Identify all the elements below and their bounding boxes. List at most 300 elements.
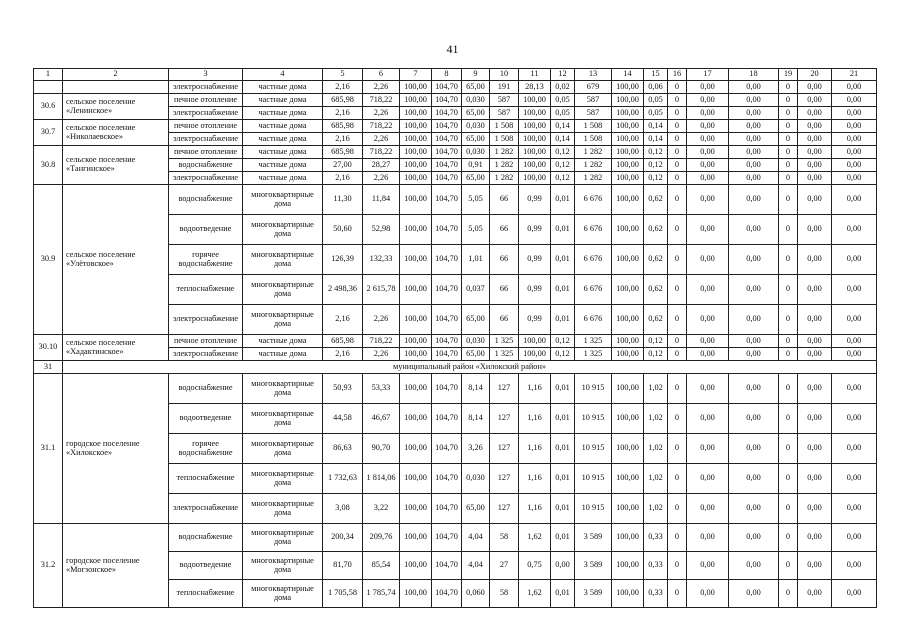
value-cell: 0,00 bbox=[798, 159, 832, 172]
housing-type: многоквартирные дома bbox=[243, 580, 323, 608]
value-cell: 126,39 bbox=[323, 245, 363, 275]
value-cell: 0,030 bbox=[462, 335, 490, 348]
value-cell: 3 589 bbox=[575, 552, 612, 580]
value-cell: 0,00 bbox=[729, 107, 779, 120]
value-cell: 0,00 bbox=[687, 107, 729, 120]
value-cell: 100,00 bbox=[612, 374, 644, 404]
value-cell: 1,62 bbox=[519, 580, 551, 608]
value-cell: 0,00 bbox=[798, 215, 832, 245]
value-cell: 100,00 bbox=[400, 172, 432, 185]
value-cell: 100,00 bbox=[612, 524, 644, 552]
value-cell: 100,00 bbox=[612, 120, 644, 133]
value-cell: 0,00 bbox=[832, 107, 877, 120]
value-cell: 1 325 bbox=[575, 335, 612, 348]
service-type: водоснабжение bbox=[169, 374, 243, 404]
value-cell: 0,00 bbox=[687, 146, 729, 159]
value-cell: 1 325 bbox=[490, 335, 519, 348]
value-cell: 2,26 bbox=[363, 172, 400, 185]
value-cell: 3,26 bbox=[462, 434, 490, 464]
value-cell: 2,26 bbox=[363, 305, 400, 335]
value-cell: 65,00 bbox=[462, 172, 490, 185]
value-cell: 1,16 bbox=[519, 374, 551, 404]
value-cell: 85,54 bbox=[363, 552, 400, 580]
value-cell: 0,01 bbox=[551, 374, 575, 404]
value-cell: 0,62 bbox=[644, 185, 668, 215]
value-cell: 100,00 bbox=[400, 464, 432, 494]
value-cell: 1 282 bbox=[490, 172, 519, 185]
value-cell: 100,00 bbox=[612, 335, 644, 348]
value-cell: 0 bbox=[779, 552, 798, 580]
housing-type: многоквартирные дома bbox=[243, 305, 323, 335]
service-type: печное отопление bbox=[169, 335, 243, 348]
value-cell: 0,00 bbox=[729, 348, 779, 361]
service-type: электроснабжение bbox=[169, 494, 243, 524]
housing-type: многоквартирные дома bbox=[243, 245, 323, 275]
value-cell: 104,70 bbox=[432, 374, 462, 404]
value-cell: 1 508 bbox=[575, 133, 612, 146]
column-number: 19 bbox=[779, 69, 798, 81]
value-cell: 0,00 bbox=[687, 404, 729, 434]
value-cell: 100,00 bbox=[519, 120, 551, 133]
value-cell: 4,04 bbox=[462, 524, 490, 552]
row-index: 30.8 bbox=[34, 146, 63, 185]
value-cell: 0,00 bbox=[729, 275, 779, 305]
value-cell: 0,00 bbox=[798, 107, 832, 120]
value-cell: 100,00 bbox=[400, 133, 432, 146]
value-cell: 0,00 bbox=[832, 172, 877, 185]
value-cell: 1 282 bbox=[575, 146, 612, 159]
value-cell: 718,22 bbox=[363, 146, 400, 159]
value-cell: 200,34 bbox=[323, 524, 363, 552]
value-cell: 100,00 bbox=[519, 94, 551, 107]
value-cell: 6 676 bbox=[575, 275, 612, 305]
value-cell: 0,99 bbox=[519, 305, 551, 335]
settlement-name: сельское поселение «Хадактинское» bbox=[63, 335, 169, 361]
value-cell: 1 282 bbox=[490, 159, 519, 172]
value-cell: 0,99 bbox=[519, 215, 551, 245]
value-cell: 0,00 bbox=[729, 133, 779, 146]
value-cell: 0 bbox=[779, 245, 798, 275]
value-cell: 0,01 bbox=[551, 215, 575, 245]
value-cell: 0,00 bbox=[798, 275, 832, 305]
housing-type: многоквартирные дома bbox=[243, 434, 323, 464]
value-cell: 0,00 bbox=[832, 133, 877, 146]
value-cell: 104,70 bbox=[432, 580, 462, 608]
value-cell: 0 bbox=[779, 159, 798, 172]
value-cell: 0 bbox=[779, 464, 798, 494]
value-cell: 127 bbox=[490, 404, 519, 434]
value-cell: 104,70 bbox=[432, 275, 462, 305]
housing-type: многоквартирные дома bbox=[243, 494, 323, 524]
value-cell: 66 bbox=[490, 215, 519, 245]
value-cell: 100,00 bbox=[612, 94, 644, 107]
service-type: электроснабжение bbox=[169, 305, 243, 335]
value-cell: 0,00 bbox=[798, 494, 832, 524]
column-number: 13 bbox=[575, 69, 612, 81]
value-cell: 100,00 bbox=[612, 404, 644, 434]
service-type: водоотведение bbox=[169, 552, 243, 580]
value-cell: 0 bbox=[668, 552, 687, 580]
value-cell: 0,00 bbox=[687, 494, 729, 524]
value-cell: 0,00 bbox=[832, 215, 877, 245]
housing-type: многоквартирные дома bbox=[243, 374, 323, 404]
value-cell: 0,00 bbox=[687, 275, 729, 305]
value-cell: 0 bbox=[779, 133, 798, 146]
value-cell: 0,00 bbox=[687, 215, 729, 245]
value-cell: 1,16 bbox=[519, 464, 551, 494]
value-cell: 100,00 bbox=[400, 348, 432, 361]
value-cell: 2,26 bbox=[363, 81, 400, 94]
value-cell: 0,00 bbox=[729, 434, 779, 464]
service-type: электроснабжение bbox=[169, 348, 243, 361]
value-cell: 100,00 bbox=[519, 335, 551, 348]
value-cell: 104,70 bbox=[432, 434, 462, 464]
value-cell: 191 bbox=[490, 81, 519, 94]
value-cell: 0 bbox=[779, 94, 798, 107]
value-cell: 1,02 bbox=[644, 374, 668, 404]
value-cell: 100,00 bbox=[400, 305, 432, 335]
value-cell: 0,00 bbox=[798, 464, 832, 494]
service-type: водоснабжение bbox=[169, 159, 243, 172]
value-cell: 685,98 bbox=[323, 146, 363, 159]
value-cell: 100,00 bbox=[519, 159, 551, 172]
value-cell: 104,70 bbox=[432, 494, 462, 524]
service-type: электроснабжение bbox=[169, 172, 243, 185]
value-cell: 1 508 bbox=[575, 120, 612, 133]
value-cell: 104,70 bbox=[432, 215, 462, 245]
settlement-name: сельское поселение «Николаевское» bbox=[63, 120, 169, 146]
value-cell: 0,00 bbox=[798, 120, 832, 133]
value-cell: 0,01 bbox=[551, 464, 575, 494]
value-cell: 0,00 bbox=[832, 464, 877, 494]
value-cell: 0,00 bbox=[798, 434, 832, 464]
value-cell: 0,00 bbox=[729, 245, 779, 275]
value-cell: 100,00 bbox=[519, 107, 551, 120]
value-cell: 100,00 bbox=[612, 81, 644, 94]
value-cell: 0,62 bbox=[644, 215, 668, 245]
value-cell: 100,00 bbox=[612, 133, 644, 146]
value-cell: 11,30 bbox=[323, 185, 363, 215]
value-cell: 0,00 bbox=[729, 335, 779, 348]
value-cell: 3 589 bbox=[575, 524, 612, 552]
value-cell: 100,00 bbox=[400, 275, 432, 305]
column-number-row bbox=[34, 69, 877, 81]
value-cell: 52,98 bbox=[363, 215, 400, 245]
value-cell: 0 bbox=[668, 172, 687, 185]
value-cell: 0,00 bbox=[832, 348, 877, 361]
table-row bbox=[34, 146, 877, 159]
value-cell: 100,00 bbox=[612, 434, 644, 464]
value-cell: 0,00 bbox=[798, 172, 832, 185]
value-cell: 0,00 bbox=[687, 94, 729, 107]
housing-type: многоквартирные дома bbox=[243, 404, 323, 434]
value-cell: 0,00 bbox=[729, 404, 779, 434]
value-cell: 65,00 bbox=[462, 133, 490, 146]
value-cell: 0,00 bbox=[798, 133, 832, 146]
value-cell: 718,22 bbox=[363, 120, 400, 133]
housing-type: частные дома bbox=[243, 146, 323, 159]
value-cell: 0,00 bbox=[729, 524, 779, 552]
value-cell: 0,00 bbox=[729, 146, 779, 159]
value-cell: 679 bbox=[575, 81, 612, 94]
service-type: горячее водоснабжение bbox=[169, 434, 243, 464]
value-cell: 0,01 bbox=[551, 404, 575, 434]
value-cell: 0,00 bbox=[729, 374, 779, 404]
value-cell: 1,02 bbox=[644, 404, 668, 434]
table-row bbox=[34, 524, 877, 552]
value-cell: 0,00 bbox=[832, 159, 877, 172]
value-cell: 100,00 bbox=[519, 133, 551, 146]
value-cell: 1 814,06 bbox=[363, 464, 400, 494]
value-cell: 58 bbox=[490, 580, 519, 608]
value-cell: 0,33 bbox=[644, 552, 668, 580]
value-cell: 0,00 bbox=[687, 120, 729, 133]
value-cell: 0 bbox=[779, 305, 798, 335]
value-cell: 6 676 bbox=[575, 185, 612, 215]
value-cell: 104,70 bbox=[432, 107, 462, 120]
value-cell: 0 bbox=[668, 245, 687, 275]
value-cell: 0,05 bbox=[551, 107, 575, 120]
value-cell: 104,70 bbox=[432, 404, 462, 434]
value-cell: 0,00 bbox=[687, 172, 729, 185]
value-cell: 0,62 bbox=[644, 245, 668, 275]
value-cell: 0,00 bbox=[832, 185, 877, 215]
value-cell: 0,12 bbox=[644, 335, 668, 348]
value-cell: 104,70 bbox=[432, 94, 462, 107]
housing-type: многоквартирные дома bbox=[243, 185, 323, 215]
value-cell: 0,00 bbox=[798, 348, 832, 361]
housing-type: многоквартирные дома bbox=[243, 275, 323, 305]
value-cell: 685,98 bbox=[323, 120, 363, 133]
housing-type: многоквартирные дома bbox=[243, 524, 323, 552]
row-index: 30.6 bbox=[34, 94, 63, 120]
value-cell: 65,00 bbox=[462, 81, 490, 94]
value-cell: 0,01 bbox=[551, 305, 575, 335]
value-cell: 100,00 bbox=[400, 215, 432, 245]
value-cell: 104,70 bbox=[432, 146, 462, 159]
value-cell: 2,26 bbox=[363, 348, 400, 361]
housing-type: многоквартирные дома bbox=[243, 552, 323, 580]
value-cell: 0,00 bbox=[729, 81, 779, 94]
value-cell: 2,16 bbox=[323, 305, 363, 335]
value-cell: 0,02 bbox=[551, 81, 575, 94]
value-cell: 0,00 bbox=[832, 120, 877, 133]
value-cell: 685,98 bbox=[323, 94, 363, 107]
value-cell: 0,14 bbox=[644, 133, 668, 146]
service-type: теплоснабжение bbox=[169, 464, 243, 494]
district-index: 31 bbox=[34, 361, 63, 374]
value-cell: 104,70 bbox=[432, 245, 462, 275]
value-cell: 1,02 bbox=[644, 494, 668, 524]
district-name: муниципальный район «Хилокский район» bbox=[63, 361, 877, 374]
value-cell: 0,00 bbox=[687, 434, 729, 464]
value-cell: 2,16 bbox=[323, 133, 363, 146]
value-cell: 0,12 bbox=[551, 335, 575, 348]
service-type: электроснабжение bbox=[169, 107, 243, 120]
table-row bbox=[34, 374, 877, 404]
value-cell: 100,00 bbox=[612, 107, 644, 120]
value-cell: 0 bbox=[668, 215, 687, 245]
value-cell: 0 bbox=[668, 275, 687, 305]
service-type: печное отопление bbox=[169, 94, 243, 107]
value-cell: 100,00 bbox=[400, 185, 432, 215]
row-index bbox=[34, 81, 63, 94]
housing-type: частные дома bbox=[243, 94, 323, 107]
value-cell: 0 bbox=[668, 185, 687, 215]
value-cell: 0 bbox=[668, 107, 687, 120]
value-cell: 0,00 bbox=[832, 305, 877, 335]
value-cell: 100,00 bbox=[612, 275, 644, 305]
service-type: водоснабжение bbox=[169, 185, 243, 215]
value-cell: 0 bbox=[668, 335, 687, 348]
value-cell: 65,00 bbox=[462, 348, 490, 361]
value-cell: 1 282 bbox=[575, 172, 612, 185]
value-cell: 100,00 bbox=[612, 185, 644, 215]
value-cell: 0 bbox=[779, 120, 798, 133]
value-cell: 100,00 bbox=[400, 552, 432, 580]
value-cell: 0,00 bbox=[798, 404, 832, 434]
value-cell: 0,00 bbox=[798, 185, 832, 215]
value-cell: 0,05 bbox=[644, 107, 668, 120]
housing-type: частные дома bbox=[243, 348, 323, 361]
value-cell: 127 bbox=[490, 374, 519, 404]
value-cell: 2,26 bbox=[363, 107, 400, 120]
value-cell: 0,00 bbox=[798, 552, 832, 580]
value-cell: 66 bbox=[490, 185, 519, 215]
value-cell: 127 bbox=[490, 494, 519, 524]
value-cell: 0,00 bbox=[687, 552, 729, 580]
value-cell: 1 508 bbox=[490, 133, 519, 146]
value-cell: 2 615,78 bbox=[363, 275, 400, 305]
value-cell: 100,00 bbox=[612, 348, 644, 361]
value-cell: 100,00 bbox=[612, 464, 644, 494]
row-index: 30.9 bbox=[34, 185, 63, 335]
value-cell: 0 bbox=[779, 185, 798, 215]
value-cell: 0,01 bbox=[551, 275, 575, 305]
value-cell: 0,00 bbox=[832, 552, 877, 580]
value-cell: 1,16 bbox=[519, 404, 551, 434]
table-row bbox=[34, 335, 877, 348]
value-cell: 0,00 bbox=[687, 159, 729, 172]
value-cell: 587 bbox=[575, 94, 612, 107]
value-cell: 0,030 bbox=[462, 94, 490, 107]
value-cell: 685,98 bbox=[323, 335, 363, 348]
value-cell: 104,70 bbox=[432, 159, 462, 172]
value-cell: 81,70 bbox=[323, 552, 363, 580]
column-number: 15 bbox=[644, 69, 668, 81]
service-type: электроснабжение bbox=[169, 81, 243, 94]
housing-type: частные дома bbox=[243, 335, 323, 348]
value-cell: 0,62 bbox=[644, 305, 668, 335]
housing-type: частные дома bbox=[243, 172, 323, 185]
column-number: 2 bbox=[63, 69, 169, 81]
value-cell: 100,00 bbox=[612, 172, 644, 185]
value-cell: 0 bbox=[668, 305, 687, 335]
value-cell: 0,00 bbox=[687, 374, 729, 404]
value-cell: 46,67 bbox=[363, 404, 400, 434]
value-cell: 587 bbox=[575, 107, 612, 120]
value-cell: 53,33 bbox=[363, 374, 400, 404]
value-cell: 0 bbox=[779, 494, 798, 524]
value-cell: 0,00 bbox=[798, 580, 832, 608]
row-index: 31.1 bbox=[34, 374, 63, 524]
value-cell: 3 589 bbox=[575, 580, 612, 608]
value-cell: 100,00 bbox=[400, 245, 432, 275]
value-cell: 0 bbox=[779, 434, 798, 464]
value-cell: 0,00 bbox=[729, 305, 779, 335]
value-cell: 0,00 bbox=[798, 335, 832, 348]
value-cell: 0 bbox=[668, 120, 687, 133]
value-cell: 0,00 bbox=[687, 464, 729, 494]
value-cell: 6 676 bbox=[575, 245, 612, 275]
value-cell: 104,70 bbox=[432, 464, 462, 494]
column-number: 1 bbox=[34, 69, 63, 81]
column-number: 4 bbox=[243, 69, 323, 81]
value-cell: 2,16 bbox=[323, 107, 363, 120]
value-cell: 2,16 bbox=[323, 81, 363, 94]
value-cell: 1 785,74 bbox=[363, 580, 400, 608]
value-cell: 1 282 bbox=[490, 146, 519, 159]
value-cell: 0,12 bbox=[644, 172, 668, 185]
value-cell: 0 bbox=[779, 172, 798, 185]
value-cell: 104,70 bbox=[432, 120, 462, 133]
value-cell: 0 bbox=[779, 404, 798, 434]
value-cell: 58 bbox=[490, 524, 519, 552]
value-cell: 90,70 bbox=[363, 434, 400, 464]
value-cell: 5,05 bbox=[462, 185, 490, 215]
value-cell: 0,06 bbox=[644, 81, 668, 94]
value-cell: 0,00 bbox=[687, 524, 729, 552]
value-cell: 0 bbox=[668, 348, 687, 361]
value-cell: 100,00 bbox=[612, 580, 644, 608]
value-cell: 0,00 bbox=[832, 275, 877, 305]
value-cell: 1 325 bbox=[575, 348, 612, 361]
value-cell: 0,01 bbox=[551, 434, 575, 464]
value-cell: 587 bbox=[490, 107, 519, 120]
value-cell: 0 bbox=[779, 348, 798, 361]
value-cell: 104,70 bbox=[432, 172, 462, 185]
service-type: теплоснабжение bbox=[169, 275, 243, 305]
value-cell: 209,76 bbox=[363, 524, 400, 552]
value-cell: 100,00 bbox=[400, 404, 432, 434]
value-cell: 0,030 bbox=[462, 146, 490, 159]
housing-type: частные дома bbox=[243, 133, 323, 146]
value-cell: 100,00 bbox=[400, 94, 432, 107]
value-cell: 0,00 bbox=[832, 434, 877, 464]
value-cell: 587 bbox=[490, 94, 519, 107]
value-cell: 0,037 bbox=[462, 275, 490, 305]
column-number: 16 bbox=[668, 69, 687, 81]
value-cell: 100,00 bbox=[400, 81, 432, 94]
value-cell: 0 bbox=[779, 580, 798, 608]
value-cell: 0,00 bbox=[798, 374, 832, 404]
value-cell: 100,00 bbox=[400, 335, 432, 348]
value-cell: 0,00 bbox=[832, 494, 877, 524]
value-cell: 0 bbox=[779, 374, 798, 404]
value-cell: 4,04 bbox=[462, 552, 490, 580]
value-cell: 0,00 bbox=[729, 94, 779, 107]
value-cell: 1,02 bbox=[644, 464, 668, 494]
value-cell: 100,00 bbox=[612, 245, 644, 275]
value-cell: 104,70 bbox=[432, 335, 462, 348]
value-cell: 0,00 bbox=[687, 185, 729, 215]
service-type: теплоснабжение bbox=[169, 580, 243, 608]
value-cell: 127 bbox=[490, 434, 519, 464]
value-cell: 100,00 bbox=[612, 215, 644, 245]
value-cell: 10 915 bbox=[575, 404, 612, 434]
value-cell: 100,00 bbox=[612, 494, 644, 524]
value-cell: 104,70 bbox=[432, 305, 462, 335]
